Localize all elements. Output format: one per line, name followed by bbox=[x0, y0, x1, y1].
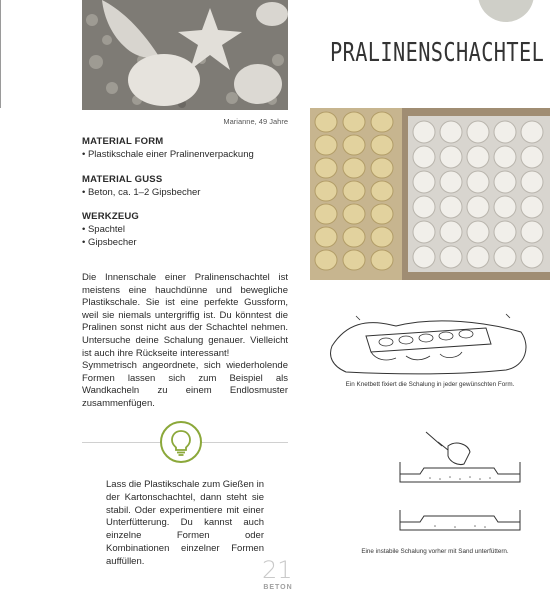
tray-cell-yellow bbox=[315, 204, 337, 224]
tray-cell-white bbox=[467, 121, 489, 143]
tray-cell-white bbox=[521, 221, 543, 243]
page-edge-rule bbox=[0, 0, 1, 108]
tray-cell-white bbox=[413, 221, 435, 243]
tray-cell-white bbox=[494, 171, 516, 193]
tip-text: Lass die Plastikschale zum Gießen in der Kartonschachtel, dann steht sie stabil. Oder experimentiere mit einer Unterfütterung. Du kannst auch einzelne Formen oder Kombinationen einzelner Formen auffüllen. bbox=[106, 479, 264, 567]
tip-badge bbox=[160, 421, 202, 463]
tray-cell-yellow bbox=[343, 112, 365, 132]
tray-cell-white bbox=[494, 196, 516, 218]
tray-cell-white bbox=[440, 221, 462, 243]
tray-cell-white bbox=[440, 196, 462, 218]
tray-cell-white bbox=[440, 121, 462, 143]
sketch-clay-bed bbox=[326, 306, 536, 378]
tray-cell-yellow bbox=[371, 227, 393, 247]
caption-sketch-clay-bed: Ein Knetbett fixiert die Schalung in jeder gewünschten Form. bbox=[345, 381, 515, 388]
tray-cell-yellow bbox=[371, 135, 393, 155]
tray-cell-white bbox=[494, 221, 516, 243]
body-paragraph: Symmetrisch angeordnete, sich wiederholende Formen lassen sich zum Beispiel als Wandkacheln zu einem Endlosmuster zusammenfügen. bbox=[82, 360, 288, 409]
material-guss-block bbox=[82, 174, 292, 200]
caption-sketch-sand-support: Eine instabile Schalung vorher mit Sand unterfüttern. bbox=[361, 548, 509, 555]
tray-cell-white bbox=[440, 146, 462, 168]
material-form-item: • Plastikschale einer Pralinenverpackung bbox=[82, 149, 292, 162]
werkzeug-item: • Gipsbecher bbox=[82, 237, 292, 250]
tray-cell-white bbox=[494, 121, 516, 143]
tray-cell-white bbox=[467, 246, 489, 268]
materials-list bbox=[82, 136, 292, 261]
tray-cell-yellow bbox=[343, 204, 365, 224]
page-title: PRALINENSCHACHTEL bbox=[330, 38, 545, 68]
section-label: BETON bbox=[263, 584, 293, 591]
tray-cell-white bbox=[521, 196, 543, 218]
photo-praline-trays bbox=[310, 108, 550, 280]
tray-cell-yellow bbox=[343, 158, 365, 178]
tray-cell-white bbox=[413, 146, 435, 168]
tray-cell-yellow bbox=[315, 135, 337, 155]
tray-cell-yellow bbox=[371, 158, 393, 178]
tray-cell-yellow bbox=[371, 250, 393, 270]
tray-cell-yellow bbox=[315, 181, 337, 201]
material-form-block bbox=[82, 136, 292, 162]
lightbulb-icon bbox=[162, 423, 200, 461]
tray-cell-yellow bbox=[371, 204, 393, 224]
werkzeug-item: • Spachtel bbox=[82, 224, 292, 237]
photo-cast-shells bbox=[82, 0, 288, 110]
tray-cell-white bbox=[467, 221, 489, 243]
tray-cell-white bbox=[467, 146, 489, 168]
tray-cell-white bbox=[467, 171, 489, 193]
tray-cell-yellow bbox=[315, 158, 337, 178]
tray-cell-white bbox=[413, 171, 435, 193]
tray-cell-white bbox=[521, 146, 543, 168]
tray-cell-yellow bbox=[343, 250, 365, 270]
tray-cell-yellow bbox=[343, 181, 365, 201]
material-guss-heading: MATERIAL GUSS bbox=[82, 173, 163, 185]
tray-cell-white bbox=[494, 246, 516, 268]
werkzeug-heading: WERKZEUG bbox=[82, 211, 140, 222]
tray-cell-yellow bbox=[371, 181, 393, 201]
tray-cell-white bbox=[413, 246, 435, 268]
tray-cell-yellow bbox=[343, 135, 365, 155]
corner-circle-decoration bbox=[478, 0, 534, 22]
tray-cell-white bbox=[413, 121, 435, 143]
body-paragraph: Die Innenschale einer Pralinenschachtel ist meistens eine hauchdünne und bewegliche Plastikschale. Sie ist eine perfekte Gussform, weil sie niemals untergriffig ist. Du könntest die Pralinen sonst nicht aus der Schachtel nehmen. Untersuche deine Schalung genauer. Vielleicht ist auch ihre Rückseite interessant! bbox=[82, 272, 288, 359]
material-form-heading: MATERIAL FORM bbox=[82, 136, 164, 147]
photo-credit: Marianne, 49 Jahre bbox=[223, 117, 288, 126]
tray-cell-white bbox=[521, 246, 543, 268]
tray-cell-yellow bbox=[315, 227, 337, 247]
sketch-sand-support bbox=[390, 422, 530, 540]
tray-cell-white bbox=[467, 196, 489, 218]
page-number: 21 bbox=[262, 556, 293, 584]
tray-cell-white bbox=[440, 246, 462, 268]
tray-cell-yellow bbox=[343, 227, 365, 247]
material-guss-item: • Beton, ca. 1–2 Gipsbecher bbox=[82, 187, 292, 200]
body-text bbox=[82, 272, 288, 411]
tray-cell-white bbox=[413, 196, 435, 218]
tray-cell-white bbox=[521, 121, 543, 143]
tray-cell-white bbox=[494, 146, 516, 168]
tray-cell-yellow bbox=[315, 112, 337, 132]
tray-cell-white bbox=[440, 171, 462, 193]
tray-cell-yellow bbox=[315, 250, 337, 270]
werkzeug-block bbox=[82, 211, 292, 249]
tray-cell-yellow bbox=[371, 112, 393, 132]
tray-cell-white bbox=[521, 171, 543, 193]
